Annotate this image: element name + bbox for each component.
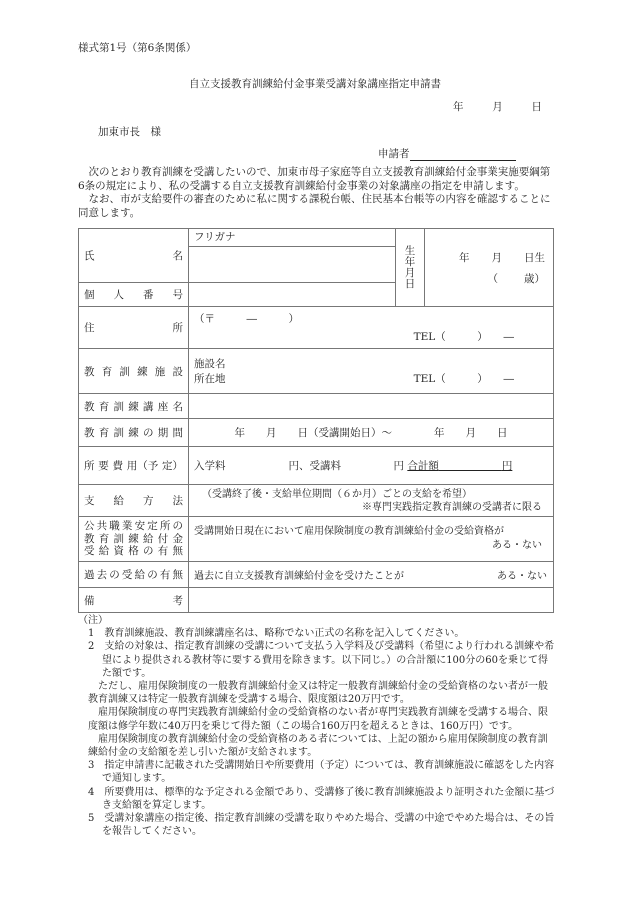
birth-day: 日生: [524, 251, 545, 264]
employment-benefit-field[interactable]: [189, 517, 554, 562]
address-tel: TEL（ ） ―: [413, 331, 514, 343]
course-name-field[interactable]: [189, 394, 554, 419]
note-item: 1 教育訓練施設、教育訓練講座名は、略称でない正式の名称を記入してください。: [88, 628, 465, 640]
birth-month: 月: [491, 251, 502, 264]
form-number: 様式第1号（第6条関係）: [78, 42, 197, 54]
notes-section: [78, 614, 556, 838]
note-item: 5 受講対象講座の指定後、指定教育訓練の受講を取りやめた場合、受講の中途でやめた場合は、その旨を報告してください。: [88, 813, 555, 838]
period-label: 教 育 訓 練 の 期 間: [79, 419, 189, 447]
payment-note: ※専門実践指定教育訓練の受講者に限る: [362, 501, 542, 513]
cost-field[interactable]: [189, 447, 554, 485]
date-day: 日: [531, 101, 542, 113]
application-form-table: [78, 228, 554, 613]
note-item: 4 所要費用は、標準的な予定される金額であり、受講修了後に教育訓練施設より証明された金額に基づき支給額を算定します。: [88, 786, 555, 811]
birth-year: 年: [459, 251, 470, 264]
past-receipt-choice[interactable]: ある・ない: [497, 571, 547, 582]
applicant-signature-line[interactable]: [410, 149, 516, 161]
notes-heading: （注）: [78, 615, 108, 626]
age-open: （: [487, 272, 498, 285]
age-close: 歳）: [524, 272, 545, 285]
address-field[interactable]: [189, 307, 554, 349]
note-item: 3 指定申請書に記載された受講開始日や所要費用（予定）については、教育訓練施設に確認をした内容で通知します。: [88, 760, 555, 785]
name-label: 氏 名: [79, 229, 189, 283]
payment-method-field[interactable]: [189, 485, 554, 517]
note-sub-paragraph: ただし、雇用保険制度の一般教育訓練給付金又は特定一般教育訓練給付金の受給資格のない者が一般教育訓練又は特定一般教育訓練を受講する場合、限度額は20万円です。: [88, 681, 548, 706]
birth-date-field[interactable]: [425, 229, 554, 307]
note-sub-paragraph: 雇用保険制度の専門実践教育訓練給付金の受給資格のない者が専門実践教育訓練を受講する場合、限度額は修学年数に40万円を乗じて得た額（この場合160万円を超えるときは、160万円）です。: [88, 707, 548, 732]
name-field[interactable]: [189, 247, 396, 283]
document-title: 自立支援教育訓練給付金事業受講対象講座指定申請書: [189, 78, 441, 90]
address-label: 住 所: [79, 307, 189, 349]
personal-number-label: 個 人 番 号: [79, 283, 189, 307]
facility-location-label: 所在地: [194, 373, 226, 385]
furigana-field[interactable]: [189, 229, 396, 247]
cost-admission-tuition: 入学料 円、受講料 円: [194, 460, 404, 472]
remarks-label: 備 考: [79, 588, 189, 613]
cost-label: 所 要 費 用（予 定）: [79, 447, 189, 485]
personal-number-field[interactable]: [189, 283, 396, 307]
addressee: 加東市長 様: [98, 126, 161, 138]
remarks-field[interactable]: [189, 588, 554, 613]
course-name-label: 教 育 訓 練 講 座 名: [79, 394, 189, 419]
application-date: [453, 99, 542, 114]
facility-field[interactable]: [189, 349, 554, 394]
date-month: 月: [492, 101, 503, 113]
applicant-field[interactable]: [378, 146, 516, 161]
payment-method-label: 支 給 方 法: [79, 485, 189, 517]
facility-tel: TEL（ ） ―: [413, 373, 514, 385]
employment-benefit-text: 受講開始日現在において雇用保険制度の教育訓練給付金の受給資格が: [194, 526, 504, 537]
date-year: 年: [453, 101, 464, 113]
past-receipt-label: 過 去 の 受 給 の 有 無: [79, 562, 189, 588]
postal-code: （〒 ― ）: [194, 313, 299, 325]
employment-benefit-choice[interactable]: ある・ない: [492, 540, 542, 551]
furigana-label: フリガナ: [194, 231, 236, 243]
period-field[interactable]: [189, 419, 554, 447]
applicant-label: 申請者: [378, 148, 410, 160]
intro-paragraph-2: なお、市が支給要件の審査のために私に関する課税台帳、住民基本台帳等の内容を確認することに同意します。: [78, 193, 551, 219]
cost-total: 合計額 円: [407, 460, 513, 472]
past-receipt-text: 過去に自立支援教育訓練給付金を受けたことが: [194, 571, 404, 582]
facility-label: 教 育 訓 練 施 設: [79, 349, 189, 394]
note-sub-paragraph: 雇用保険制度の教育訓練給付金の受給資格のある者については、上記の額から雇用保険制度の教育訓練給付金の支給額を差し引いた額が支給されます。: [88, 733, 548, 759]
note-item: 2 支給の対象は、指定教育訓練の受講について支払う入学料及び受講料（希望により行われる訓練や希望により提供される教材等に要する費用を除きます。以下同じ。）の合計額に100分の60を乗じて得た額です。: [88, 641, 555, 679]
past-receipt-field[interactable]: [189, 562, 554, 588]
birth-date-label: 生 年 月 日: [396, 229, 425, 307]
facility-name-label: 施設名: [194, 358, 226, 370]
intro-text: [78, 166, 556, 220]
intro-paragraph-1: 次のとおり教育訓練を受講したいので、加東市母子家庭等自立支援教育訓練給付金事業実施要綱第6条の規定により、私の受講する自立支援教育訓練給付金事業の対象講座の指定を申請します。: [78, 166, 551, 192]
payment-option[interactable]: （受講終了後・支給単位期間（６か月）ごとの支給を希望）: [202, 488, 472, 500]
period-value: 年 月 日（受講開始日）～ 年 月 日: [234, 427, 508, 439]
employment-benefit-label: 公 共 職 業 安 定 所 の 教 育 訓 練 給 付 金 受 給 資 格 の 有 無: [79, 517, 189, 562]
